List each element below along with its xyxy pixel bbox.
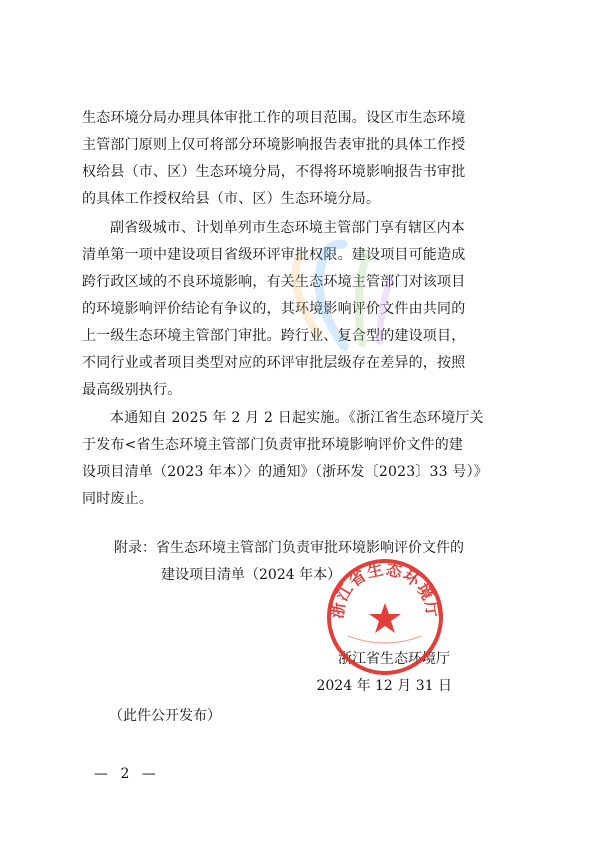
attachment-line-2: 建设项目清单（2024 年本） <box>161 567 342 583</box>
paragraph-line: 主管部门原则上仅可将部分环境影响报告表审批的具体工作授 <box>82 137 466 153</box>
svg-text:浙江省生态环境厅: 浙江省生态环境厅 <box>327 559 443 620</box>
signature-org: 浙江省生态环境厅 <box>338 651 450 667</box>
paragraph-line: 于发布<省生态环境主管部门负责审批环境影响评价文件的建 <box>82 437 464 453</box>
paragraph-2 <box>82 215 512 404</box>
paragraph-1 <box>82 105 512 213</box>
paragraph-line: 权给县（市、区）生态环境分局，不得将环境影响报告书审批 <box>82 164 466 180</box>
paragraph-3 <box>82 405 512 513</box>
page-number: — 2 — <box>94 766 160 782</box>
paragraph-line: 不同行业或者项目类型对应的环评审批层级存在差异的，按照 <box>82 355 466 371</box>
paragraph-line: 的具体工作授权给县（市、区）生态环境分局。 <box>82 191 381 207</box>
paragraph-line: 跨行政区域的不良环境影响，有关生态环境主管部门对该项目 <box>82 274 466 290</box>
paragraph-line: 设项目清单（2023 年本）〉的通知》（浙环发〔2023〕33 号）》 <box>82 464 488 480</box>
paragraph-line: 生态环境分局办理具体审批工作的项目范围。设区市生态环境 <box>82 110 466 126</box>
paragraph-line: 上一级生态环境主管部门审批。跨行业、复合型的建设项目， <box>82 328 466 344</box>
paragraph-line: 的环境影响评价结论有争议的，其环境影响评价文件由共同的 <box>82 301 466 317</box>
paragraph-line: 最高级别执行。 <box>82 382 182 398</box>
attachment-section <box>114 535 524 589</box>
public-note: （此件公开发布） <box>109 708 221 724</box>
paragraph-line: 本通知自 2025 年 2 月 2 日起实施。《浙江省生态环境厅关 <box>110 410 484 426</box>
paragraph-line: 同时废止。 <box>82 491 153 507</box>
signature-date: 2024 年 12 月 31 日 <box>316 678 452 694</box>
paragraph-line: 清单第一项中建设项目省级环评审批权限。建设项目可能造成 <box>82 247 466 263</box>
paragraph-line: 副省级城市、计划单列市生态环境主管部门享有辖区内本 <box>110 220 465 236</box>
signature-block <box>316 646 450 700</box>
attachment-line-1: 附录：省生态环境主管部门负责审批环境影响评价文件的 <box>114 540 464 556</box>
